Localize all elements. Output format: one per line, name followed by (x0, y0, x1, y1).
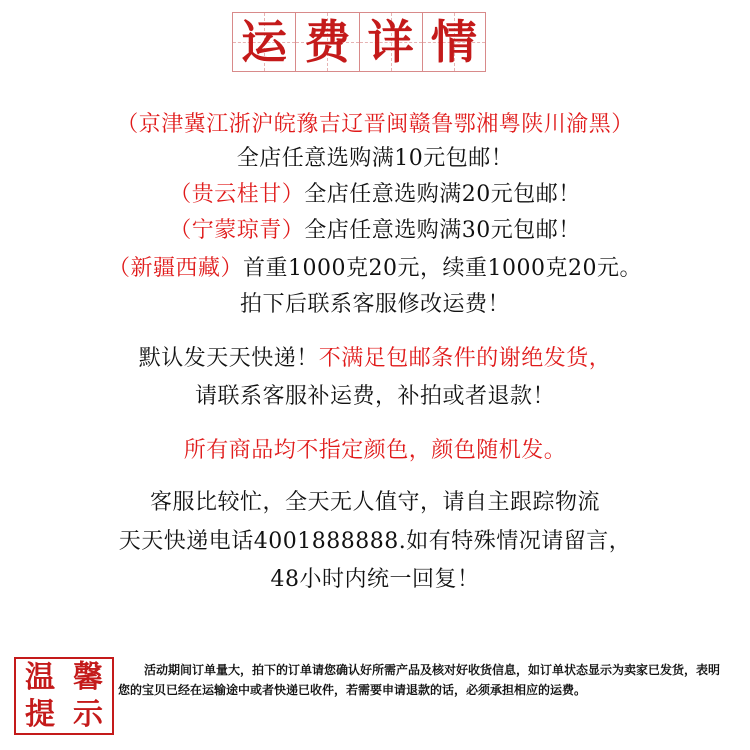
title-char-cell (233, 13, 296, 71)
regions-free10: （京津冀江浙沪皖豫吉辽晋闽赣鲁鄂湘粤陕川渝黑） (116, 112, 634, 137)
title-char-cell (296, 13, 359, 71)
title-char: 详 (367, 15, 414, 69)
free20-text: 全店任意选购满20元包邮！ (304, 182, 581, 207)
free30-text: 全店任意选购满30元包邮！ (304, 218, 581, 243)
stamp-char: 馨 (73, 659, 103, 695)
title-char: 运 (241, 15, 288, 69)
page-title (232, 12, 486, 72)
service-line-3: 48小时内统一回复！ (270, 567, 480, 592)
contact-service-text: 请联系客服补运费，补拍或者退款！ (194, 384, 555, 409)
warm-tip-notice: 活动期间订单量大，拍下的订单请您确认好所需产品及核对好收货信息，如订单状态显示为卖家已发货，表明您的宝贝已经在运输途中或者快递已收件，若需要申请退款的话，必须承担相应的运费。 (118, 663, 721, 697)
weight-text: 首重1000克20元，续重1000克20元。 (243, 256, 642, 281)
free10-text: 全店任意选购满10元包邮！ (236, 146, 514, 171)
color-note: 所有商品均不指定颜色，颜色随机发。 (183, 438, 567, 463)
regions-weight: （新疆西藏） (108, 256, 244, 281)
weight-line (0, 254, 750, 284)
free20-line (0, 180, 750, 210)
regions-free30: （宁蒙琼青） (169, 218, 305, 243)
title-char-cell (423, 13, 485, 71)
express-default-line (0, 344, 750, 374)
service-line-2: 天天快递电话4001888888.如有特殊情况请留言， (118, 529, 632, 554)
title-char-cell (360, 13, 423, 71)
service-line-1: 客服比较忙，全天无人值守，请自主跟踪物流 (149, 490, 600, 515)
express-default-text: 默认发天天快递！ (138, 346, 319, 371)
title-char: 情 (430, 15, 477, 69)
title-char: 费 (304, 15, 351, 69)
stamp-char: 提 (25, 696, 55, 732)
free30-line (0, 216, 750, 246)
modify-shipping-text: 拍下后联系客服修改运费！ (239, 292, 510, 317)
regions-free20: （贵云桂甘） (169, 182, 305, 207)
no-free-shipping-text: 不满足包邮条件的谢绝发货， (318, 346, 612, 371)
warm-tip-stamp (14, 657, 114, 735)
stamp-char: 温 (25, 659, 55, 695)
stamp-char: 示 (73, 696, 103, 732)
